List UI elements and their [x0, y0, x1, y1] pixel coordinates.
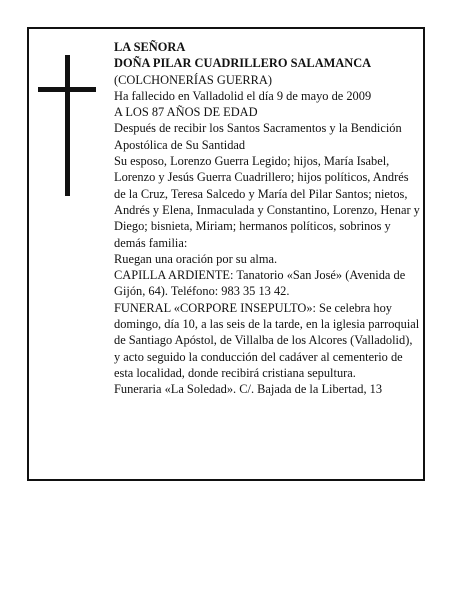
chapel-text: : Tanatorio «San José» (Avenida de Gijón, 64). Teléfono: 983 35 13 42. [114, 268, 406, 299]
prayer-request: Ruegan una oración por su alma. [114, 251, 278, 266]
obituary-title: LA SEÑORA [114, 40, 186, 54]
age-statement: A LOS 87 AÑOS DE EDAD [114, 105, 258, 120]
funeral-info [114, 300, 420, 381]
obituary-text [114, 39, 420, 398]
cross-icon-crossbar [38, 87, 96, 92]
family-list: Su esposo, Lorenzo Guerra Legido; hijos, María Isabel, Lorenzo y Jesús Guerra Cuadrillero; hijos políticos, Andrés de la Cruz, Teresa Salcedo y María del Pilar Santos; nietos, Andrés y Elena, Inmaculada y Constantino, Lorenzo, Henar y Diego; bisnieta, Miriam; hermanos políticos, sobrinos y demás familia: [114, 154, 420, 250]
chapel-info [114, 267, 420, 300]
chapel-label: CAPILLA ARDIENTE [114, 268, 230, 283]
sacraments-statement: Después de recibir los Santos Sacramentos y la Bendición Apostólica de Su Santidad [114, 121, 402, 152]
funeral-home: Funeraria «La Soledad». C/. Bajada de la Libertad, 13 [114, 382, 383, 397]
deceased-name: DOÑA PILAR CUADRILLERO SALAMANCA [114, 56, 372, 71]
deceased-alias: (COLCHONERÍAS GUERRA) [114, 72, 272, 87]
cross-icon [65, 55, 70, 196]
death-statement: Ha fallecido en Valladolid el día 9 de mayo de 2009 [114, 88, 372, 103]
funeral-text: : Se celebra hoy domingo, día 10, a las seis de la tarde, en la iglesia parroquial de Santiago Apóstol, de Villalba de los Alcores (Valladolid), y acto seguido la conducción del cadáver al cementerio de esta localidad, donde recibirá cristiana sepultura. [114, 300, 420, 380]
funeral-label: FUNERAL «CORPORE INSEPULTO» [114, 300, 313, 315]
